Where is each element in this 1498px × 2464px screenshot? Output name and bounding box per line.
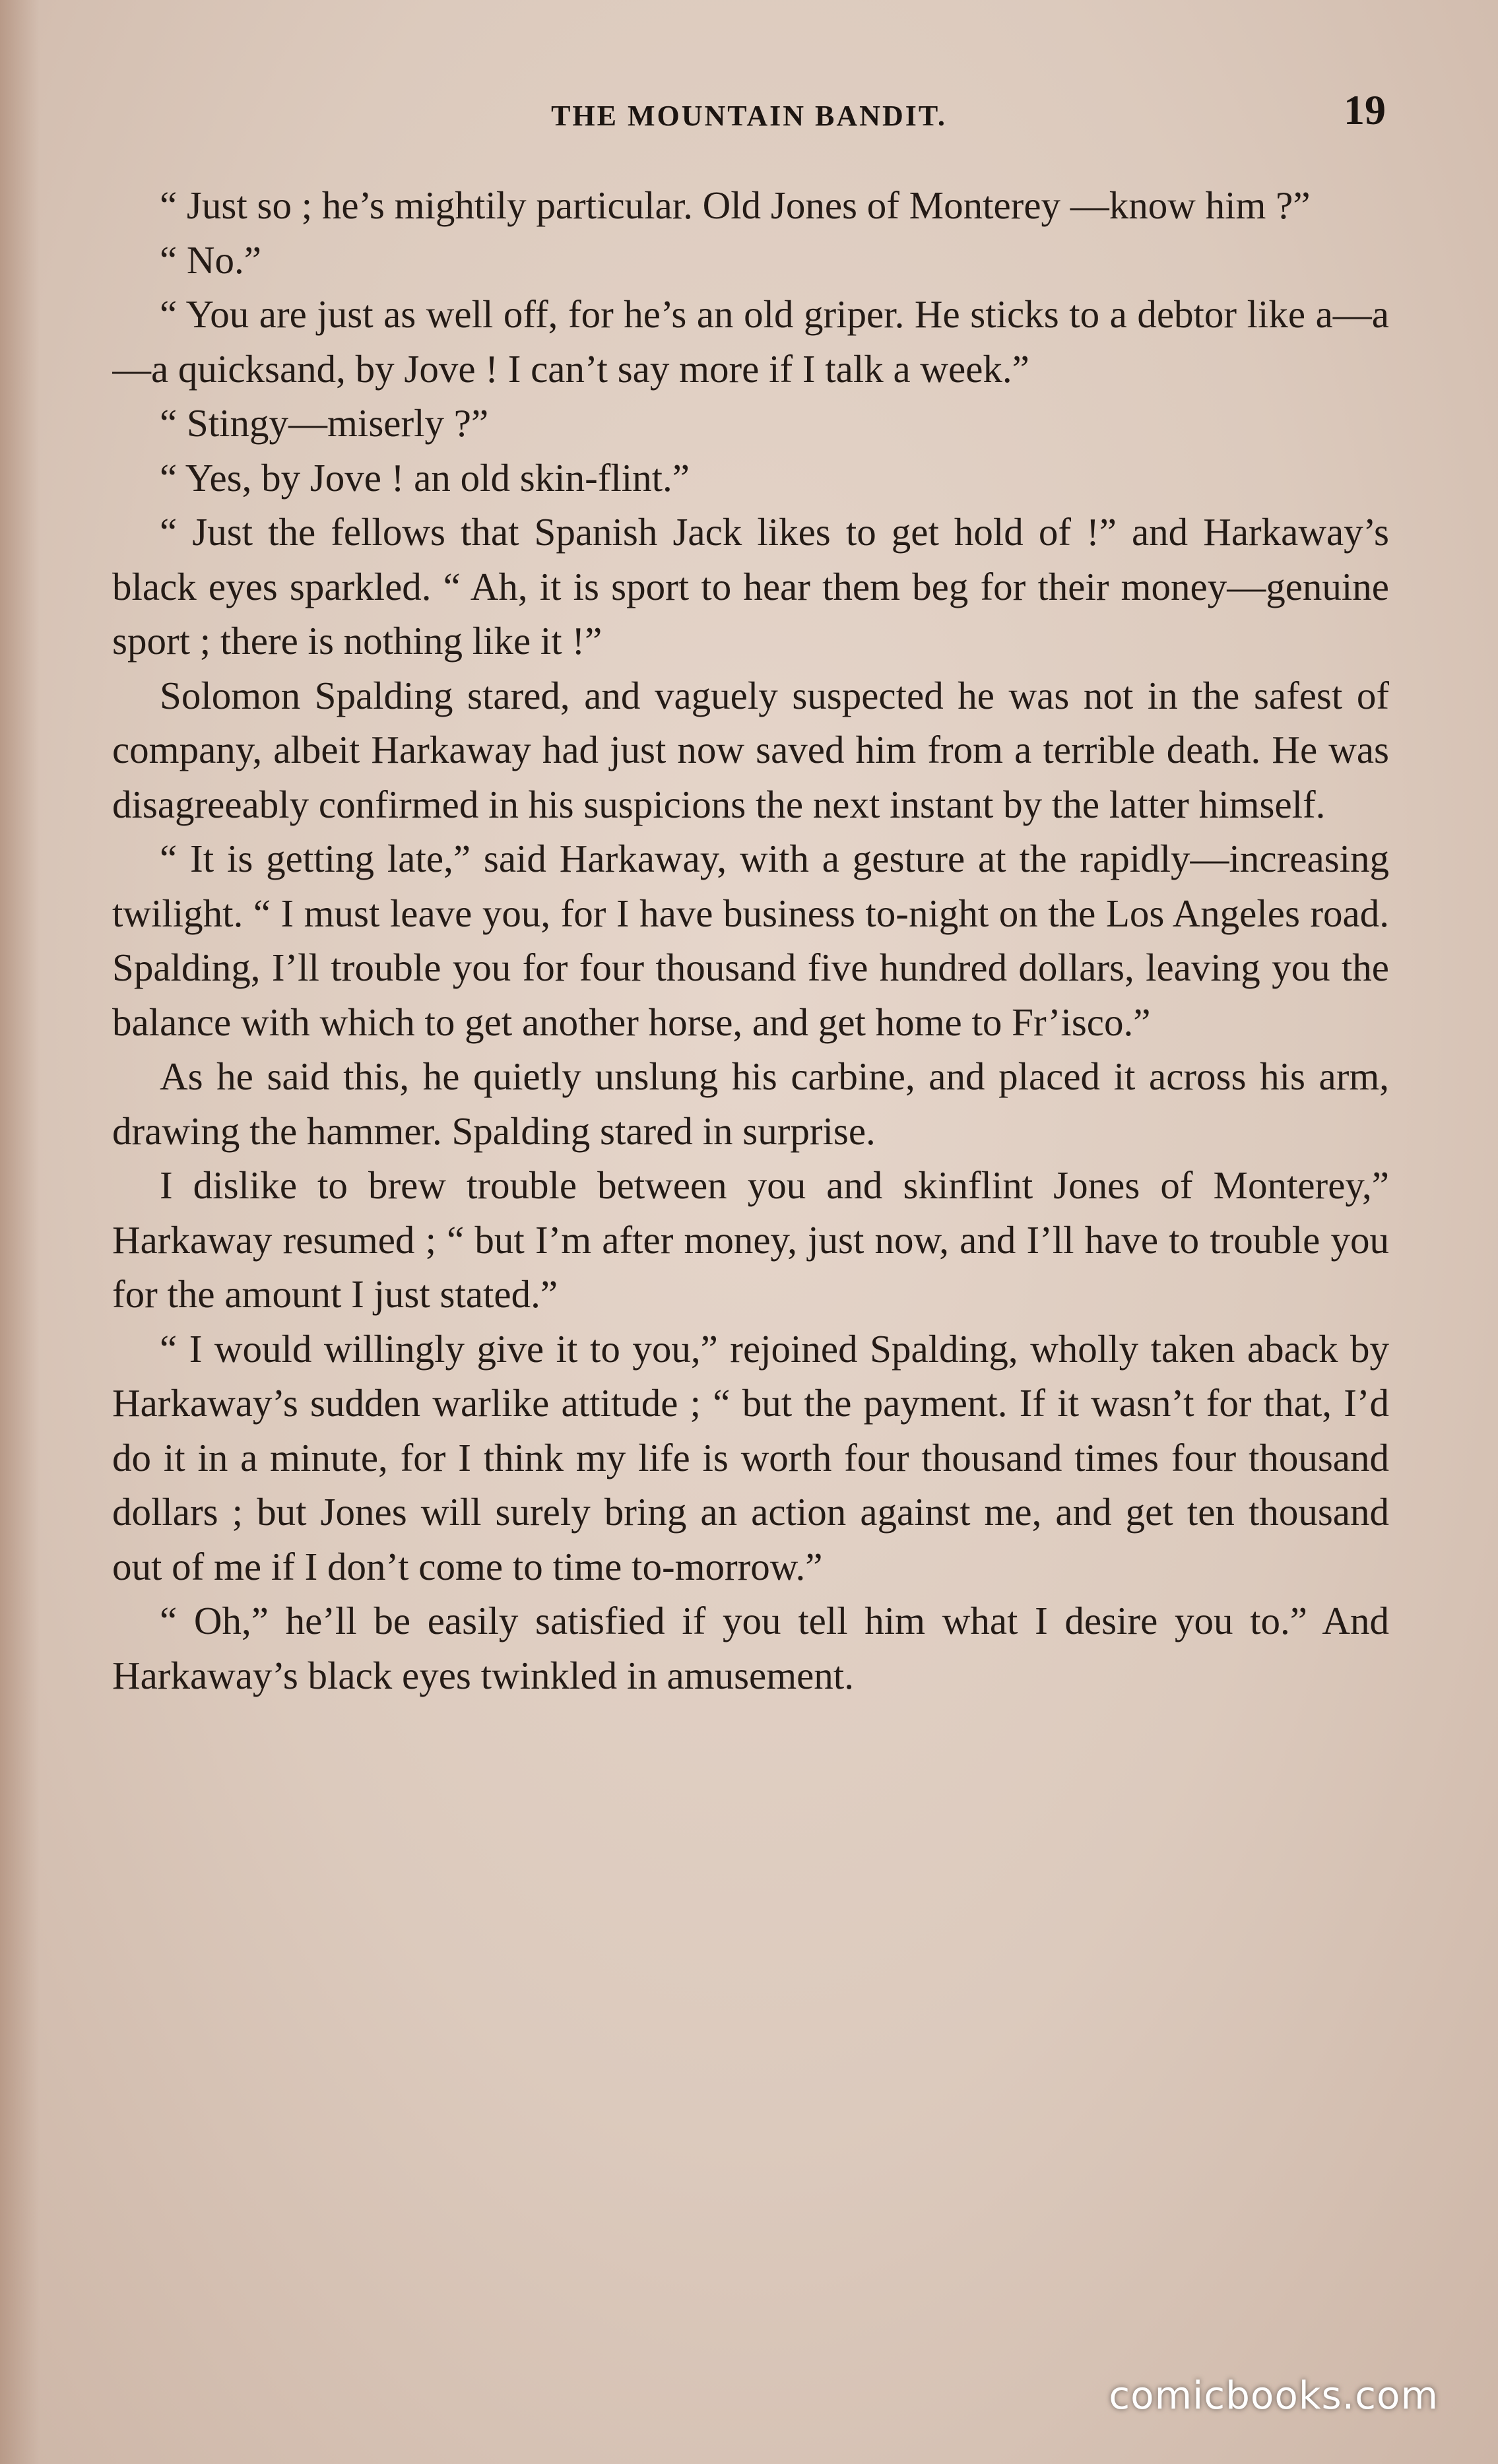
paragraph: Solomon Spalding stared, and vaguely suspected he was not in the safest of company, albeit Harkaway had just now saved him from a terrible death. He was disagreeably confirmed in his suspicions the next instant by the latter himself. bbox=[112, 673, 1389, 826]
paragraph: I dislike to brew trouble between you and skinflint Jones of Monterey,” Harkaway resumed ; “ but I’m after money, just now, and I’ll have to trouble you for the amount I just stated.” bbox=[112, 1163, 1389, 1316]
paragraph: “ Just the fellows that Spanish Jack likes to get hold of !” and Harkaway’s black eyes sparkled. “ Ah, it is sport to hear them beg for their money—genuine sport ; there is nothing like it !” bbox=[112, 510, 1389, 663]
watermark: comicbooks.com bbox=[1109, 2373, 1439, 2418]
paragraph: “ No.” bbox=[160, 238, 261, 282]
paragraph: “ It is getting late,” said Harkaway, with a gesture at the rapidly—increasing twilight. “ I must leave you, for I have business to-night on the Los Angeles road. Spalding, I’ll trouble you for four thousand five hundred dollars, leaving you the balance with which to get another horse, and get home to Fr’isco.” bbox=[112, 837, 1389, 1044]
paragraph: “ Yes, by Jove ! an old skin-flint.” bbox=[160, 455, 690, 500]
running-head: THE MOUNTAIN BANDIT. bbox=[551, 100, 947, 132]
paragraph: “ Stingy—miserly ?” bbox=[160, 401, 489, 445]
body-text bbox=[112, 178, 1389, 2343]
page-header bbox=[106, 86, 1392, 139]
paragraph: “ I would willingly give it to you,” rejoined Spalding, wholly taken aback by Harkaway’s sudden warlike attitude ; “ but the payment. If it wasn’t for that, I’d do it in a minute, for I think my life is worth four thousand times four thousand dollars ; but Jones will surely bring an action against me, and get ten thousand out of me if I don’t come to time to-morrow.” bbox=[112, 1326, 1389, 1588]
paragraph: “ Oh,” he’ll be easily satisfied if you tell him what I desire you to.” And Harkaway’s black eyes twinkled in amusement. bbox=[112, 1599, 1389, 1697]
page-number: 19 bbox=[1344, 86, 1386, 133]
paragraph: “ You are just as well off, for he’s an old griper. He sticks to a debtor like a—a—a quicksand, by Jove ! I can’t say more if I talk a week.” bbox=[112, 292, 1389, 391]
paragraph: As he said this, he quietly unslung his carbine, and placed it across his arm, drawing the hammer. Spalding stared in surprise. bbox=[112, 1054, 1389, 1153]
page-left-edge-shadow bbox=[0, 0, 40, 2464]
paragraph: “ Just so ; he’s mightily particular. Old Jones of Monterey —know him ?” bbox=[160, 183, 1311, 227]
